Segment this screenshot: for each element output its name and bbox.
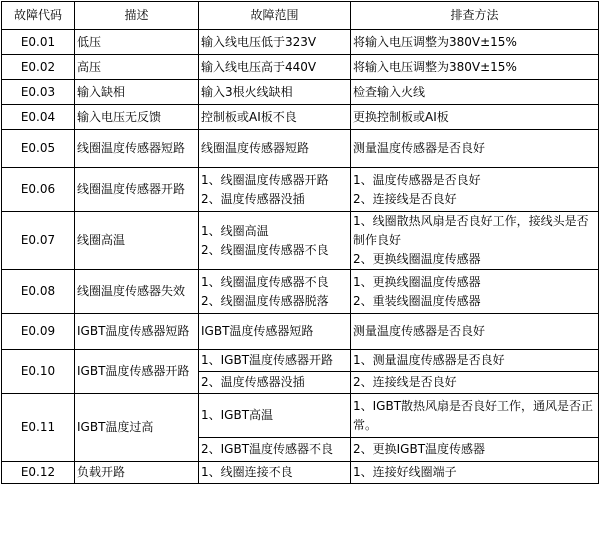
fault-range: 线圈温度传感器短路	[199, 130, 351, 168]
table-row	[2, 80, 599, 105]
fault-range-line: 2、IGBT温度传感器不良	[199, 438, 351, 462]
fault-code: E0.03	[2, 80, 75, 105]
fault-range-line: 1、线圈温度传感器开路	[201, 172, 329, 187]
fault-method-line: 2、重装线圈温度传感器	[353, 293, 481, 308]
fault-range-line: 1、线圈温度传感器不良	[201, 274, 329, 289]
table-row	[2, 30, 599, 55]
fault-range-line: 1、IGBT高温	[199, 394, 351, 438]
fault-code: E0.12	[2, 462, 75, 484]
fault-desc: IGBT温度传感器开路	[75, 350, 199, 394]
fault-range-line: 1、线圈高温	[201, 223, 269, 238]
fault-code: E0.11	[2, 394, 75, 462]
table-row	[2, 105, 599, 130]
table-row	[2, 462, 599, 484]
fault-desc: 线圈高温	[75, 212, 199, 270]
fault-method-line: 2、更换线圈温度传感器	[353, 252, 481, 266]
fault-method-line: 1、测量温度传感器是否良好	[351, 350, 599, 372]
fault-range-line: 2、温度传感器没插	[199, 372, 351, 394]
fault-code: E0.09	[2, 314, 75, 350]
fault-range-line: 1、IGBT温度传感器开路	[199, 350, 351, 372]
fault-method	[351, 212, 599, 270]
fault-code: E0.01	[2, 30, 75, 55]
fault-range: 控制板或AI板不良	[199, 105, 351, 130]
fault-method	[351, 168, 599, 212]
fault-desc: 输入缺相	[75, 80, 199, 105]
fault-code: E0.05	[2, 130, 75, 168]
fault-range: IGBT温度传感器短路	[199, 314, 351, 350]
fault-method-line: 2、连接线是否良好	[351, 372, 599, 394]
table-row	[2, 394, 599, 438]
fault-method: 更换控制板或AI板	[351, 105, 599, 130]
fault-code: E0.06	[2, 168, 75, 212]
fault-code: E0.04	[2, 105, 75, 130]
table-row	[2, 270, 599, 314]
fault-code: E0.07	[2, 212, 75, 270]
table-row	[2, 55, 599, 80]
fault-desc: 线圈温度传感器短路	[75, 130, 199, 168]
fault-method: 测量温度传感器是否良好	[351, 314, 599, 350]
fault-range-line: 2、线圈温度传感器脱落	[201, 293, 329, 308]
table-row	[2, 314, 599, 350]
header-code: 故障代码	[2, 2, 75, 30]
table-row	[2, 350, 599, 372]
fault-range: 输入线电压高于440V	[199, 55, 351, 80]
fault-code: E0.10	[2, 350, 75, 394]
fault-method-line: 1、线圈散热风扇是否良好工作，接线头是否制作良好	[353, 214, 589, 247]
fault-range	[199, 270, 351, 314]
fault-method: 1、连接好线圈端子	[351, 462, 599, 484]
fault-range	[199, 168, 351, 212]
fault-method	[351, 270, 599, 314]
header-desc: 描述	[75, 2, 199, 30]
fault-range-line: 2、温度传感器没插	[201, 191, 305, 206]
fault-desc: IGBT温度过高	[75, 394, 199, 462]
header-method: 排查方法	[351, 2, 599, 30]
header-range: 故障范围	[199, 2, 351, 30]
fault-method: 将输入电压调整为380V±15%	[351, 30, 599, 55]
fault-code: E0.08	[2, 270, 75, 314]
fault-code: E0.02	[2, 55, 75, 80]
fault-desc: 低压	[75, 30, 199, 55]
table-row	[2, 168, 599, 212]
fault-range: 1、线圈连接不良	[199, 462, 351, 484]
fault-range-line: 2、线圈温度传感器不良	[201, 242, 329, 257]
fault-method-line: 1、更换线圈温度传感器	[353, 274, 481, 289]
fault-method: 检查输入火线	[351, 80, 599, 105]
fault-method-line: 1、IGBT散热风扇是否良好工作，通风是否正常。	[351, 394, 599, 438]
fault-desc: 线圈温度传感器失效	[75, 270, 199, 314]
fault-range: 输入线电压低于323V	[199, 30, 351, 55]
fault-range: 输入3根火线缺相	[199, 80, 351, 105]
fault-range	[199, 212, 351, 270]
table-row	[2, 212, 599, 270]
fault-method-line: 2、连接线是否良好	[353, 191, 457, 206]
header-row	[2, 2, 599, 30]
fault-method: 将输入电压调整为380V±15%	[351, 55, 599, 80]
fault-method: 测量温度传感器是否良好	[351, 130, 599, 168]
fault-desc: 负载开路	[75, 462, 199, 484]
fault-desc: 高压	[75, 55, 199, 80]
fault-method-line: 1、温度传感器是否良好	[353, 172, 481, 187]
fault-desc: 输入电压无反馈	[75, 105, 199, 130]
fault-desc: 线圈温度传感器开路	[75, 168, 199, 212]
table-row	[2, 130, 599, 168]
fault-method-line: 2、更换IGBT温度传感器	[351, 438, 599, 462]
fault-code-table	[1, 1, 599, 484]
fault-desc: IGBT温度传感器短路	[75, 314, 199, 350]
